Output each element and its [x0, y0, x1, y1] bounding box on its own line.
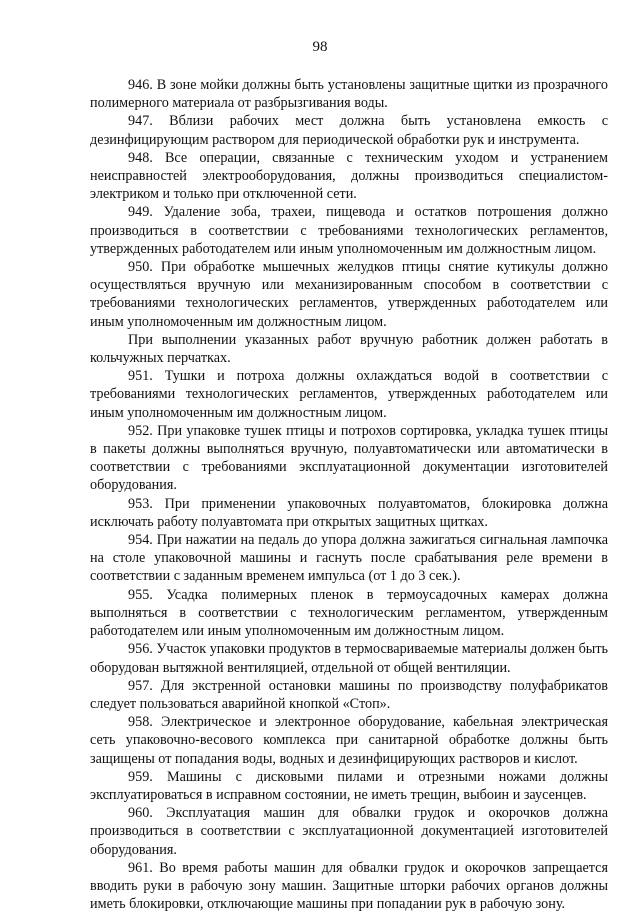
paragraph-946: 946. В зоне мойки должны быть установлены защитные щитки из прозрачного полимерного материала от разбрызгивания воды. [90, 77, 608, 112]
document-body [90, 76, 608, 913]
paragraph-959: 959. Машины с дисковыми пилами и отрезными ножами должны эксплуатироваться в исправном состоянии, не иметь трещин, выбоин и заусенцев. [90, 768, 608, 803]
page-number: 98 [312, 39, 328, 55]
paragraph-961: 961. Во время работы машин для обвалки грудок и окорочков запрещается вводить руки в рабочую зону машин. Защитные шторки рабочих органов должны иметь блокировки, отключающие машины при попадании рук в рабочую зону. [90, 859, 608, 913]
paragraph-955: 955. Усадка полимерных пленок в термоусадочных камерах должна выполняться в соответствии с технологическим регламентом, утвержденным работодателем или иным уполномоченным им должностным лицом. [90, 586, 608, 640]
paragraph-951: 951. Тушки и потроха должны охлаждаться водой в соответствии с требованиями технологических регламентов, утвержденных работодателем или иным уполномоченным им должностным лицом. [90, 368, 608, 421]
paragraph-953: 953. При применении упаковочных полуавтоматов, блокировка должна исключать работу полуавтомата при открытых защитных щитках. [90, 495, 608, 530]
paragraph-954: 954. При нажатии на педаль до упора должна зажигаться сигнальная лампочка на столе упаковочной машины и гаснуть после срабатывания реле времени в соответствии с заданным временем импульса (от 1 до 3 сек.). [90, 532, 608, 585]
paragraph-952: 952. При упаковке тушек птицы и потрохов сортировка, укладка тушек птицы в пакеты должны выполняться вручную, полуавтоматически или автоматически в соответствии с требованиями эксплуатационной документации изготовителей оборудования. [90, 422, 608, 494]
paragraph-950-note: При выполнении указанных работ вручную работник должен работать в кольчужных перчатках. [90, 331, 608, 367]
paragraph-950: 950. При обработке мышечных желудков птицы снятие кутикулы должно осуществляться вручную или механизированным способом в соответствии с требованиями технологических регламентов, утвержденных работодателем или иным уполномоченным им должностным лицом. [90, 259, 608, 330]
paragraph-948: 948. Все операции, связанные с техническим уходом и устранением неисправностей электрооборудования, должны производиться специалистом-электриком и только при отключенной сети. [90, 149, 608, 203]
paragraph-949: 949. Удаление зоба, трахеи, пищевода и остатков потрошения должно производиться в соответствии с требованиями технологических регламентов, утвержденных работодателем или иным уполномоченным им должностным лицом. [90, 204, 608, 257]
paragraph-947: 947. Вблизи рабочих мест должна быть установлена емкость с дезинфицирующим раствором для периодической обработки рук и инструмента. [90, 113, 608, 148]
paragraph-956: 956. Участок упаковки продуктов в термосвариваемые материалы должен быть оборудован вытяжной вентиляцией, отдельной от общей вентиляции. [90, 641, 608, 676]
paragraph-960: 960. Эксплуатация машин для обвалки грудок и окорочков должна производиться в соответствии с эксплуатационной документацией изготовителей оборудования. [90, 805, 608, 858]
paragraph-957: 957. Для экстренной остановки машины по производству полуфабрикатов следует пользоваться аварийной кнопкой «Стоп». [90, 677, 608, 712]
paragraph-958: 958. Электрическое и электронное оборудование, кабельная электрическая сеть упаковочно-весового комплекса при санитарной обработке должны быть защищены от попадания воды, водных и дезинфицирующих растворов и кислот. [90, 714, 608, 767]
